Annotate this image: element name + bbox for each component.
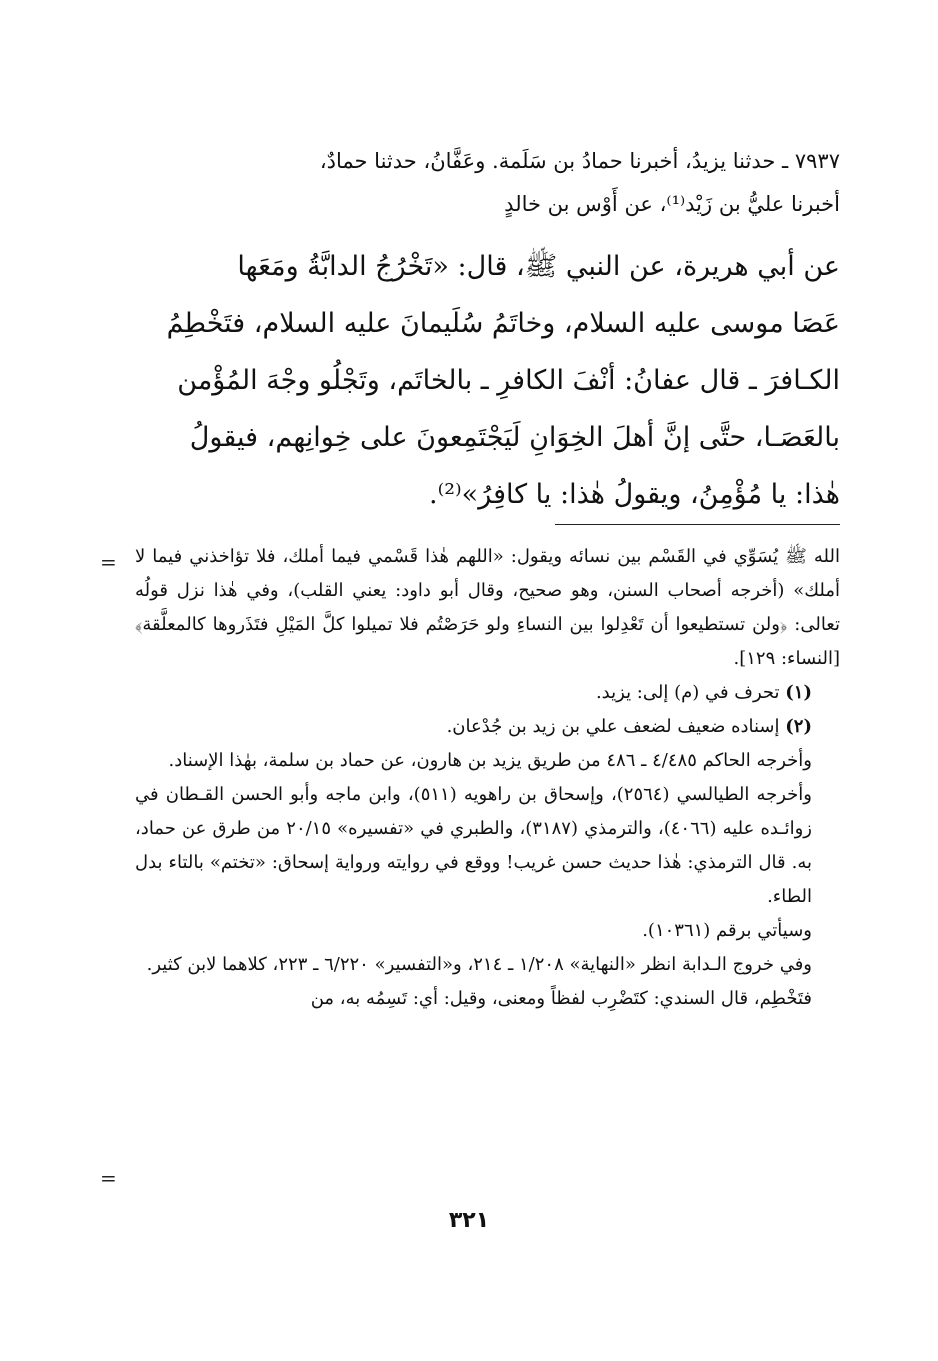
footnotes <box>135 540 840 1016</box>
footnote-2-text: إسناده ضعيف لضعف علي بن زيد بن جُدْعان. <box>446 716 780 737</box>
isnad-line: ٧٩٣٧ ـ حدثنا يزيدُ، أخبرنا حمادُ بن سَلَمة. وعَفَّانُ، حدثنا حمادٌ، <box>319 149 840 173</box>
hadith-matn <box>135 238 840 523</box>
matn-line: الكـافرَ ـ قال عفانُ: أنْفَ الكافرِ ـ بالخاتَم، وتَجْلُو وجْهَ المُؤْمن <box>177 365 840 396</box>
footnote-paragraph: فتَخْطِم، قال السندي: كتَضْرِب لفظاً ومعنى، وقيل: أي: تَسِمُه به، من <box>310 988 812 1009</box>
footnote-paragraph: وسيأتي برقم (١٠٣٦١). <box>642 920 812 941</box>
hadith-isnad <box>135 140 840 226</box>
continuation-mark-bottom: = <box>100 1166 117 1190</box>
matn-line: بالعَصَـا، حتَّى إنَّ أهلَ الخِوَانِ لَيَجْتَمِعونَ على خِوانِهم، فيقولُ <box>189 422 840 453</box>
footnote-1 <box>135 676 840 710</box>
footnote-carryover: الله ﷺ يُسَوِّي في القَسْم بين نسائه ويقول: «اللهم هٰذا قَسْمي فيما أملك، فلا تؤاخذني فيما لا أملك» (أخرجه أصحاب السنن، وهو صحيح، وقال أبو داود: يعني القلب)، وفي هٰذا نزل قولُه تعالى: ﴿ولن تستطيعوا أن تَعْدِلوا بين النساءِ ولو حَرَصْتُم فلا تميلوا كلَّ المَيْلِ فتَذَروها كالمعلَّقة﴾ [النساء: ١٢٩]. <box>135 546 840 669</box>
footnote-paragraph: وأخرجه الحاكم ٤/٤٨٥ ـ ٤٨٦ من طريق يزيد بن هارون، عن حماد بن سلمة، بهٰذا الإسناد. <box>168 750 812 771</box>
matn-line: هٰذا: يا مُؤْمِنُ، ويقولُ هٰذا: يا كافِرُ»⁽²⁾. <box>429 479 840 510</box>
matn-line: عَصَا موسى عليه السلام، وخاتَمُ سُلَيمانَ عليه السلام، فتَخْطِمُ <box>166 308 840 339</box>
footnote-paragraph: وأخرجه الطيالسي (٢٥٦٤)، وإسحاق بن راهويه (٥١١)، وابن ماجه وأبو الحسن القـطان في زوائـده عليه (٤٠٦٦)، والترمذي (٣١٨٧)، والطبري في «تفسيره» ٢٠/١٥ من طرق عن حماد، به. قال الترمذي: هٰذا حديث حسن غريب! ووقع في روايته ورواية إسحاق: «تختم» بالتاء بدل الطاء. <box>135 784 813 907</box>
matn-line: عن أبي هريرة، عن النبي ﷺ، قال: «تَخْرُجُ الدابَّةُ ومَعَها <box>237 251 840 282</box>
page-number: ٣٢١ <box>448 1208 490 1233</box>
footnote-paragraph: وفي خروج الـدابة انظر «النهاية» ١/٢٠٨ ـ ٢١٤، و«التفسير» ٦/٢٢٠ ـ ٢٢٣، كلاهما لابن كثير. <box>146 954 812 975</box>
footnote-2-number: (٢) <box>785 716 812 737</box>
footnote-divider <box>555 524 840 525</box>
footnote-2 <box>135 710 840 744</box>
footnote-1-text: تحرف في (م) إلى: يزيد. <box>595 682 780 703</box>
isnad-line: أخبرنا عليُّ بن زَيْد⁽¹⁾، عن أَوْس بن خالدٍ <box>504 192 840 216</box>
continuation-mark-top: = <box>100 550 117 574</box>
footnote-1-number: (١) <box>785 682 812 703</box>
